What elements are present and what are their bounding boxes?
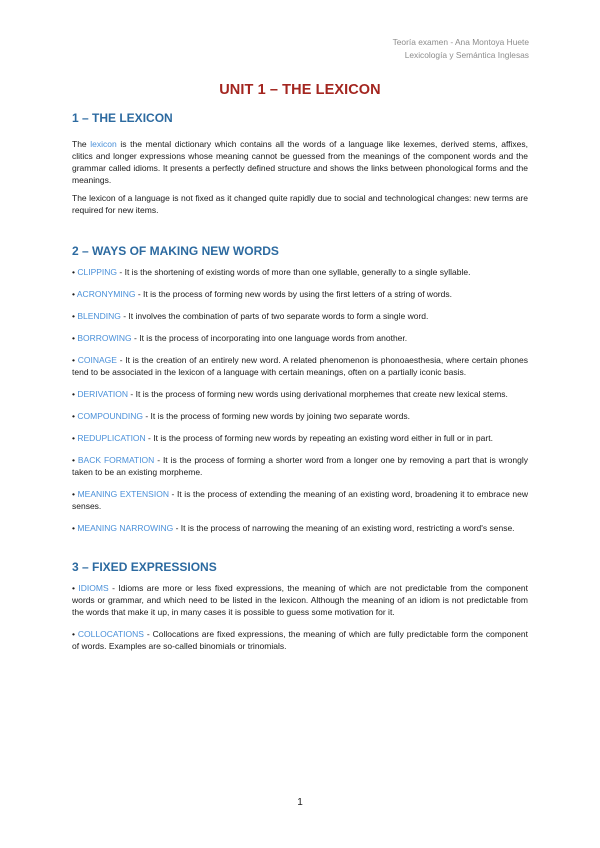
bullet-icon: • [72,629,75,639]
list-item [72,354,528,378]
bullet-icon: • [72,411,75,421]
new-words-list [72,266,528,534]
header-line-2: Lexicología y Semántica Inglesas [404,50,529,60]
list-item-term: COINAGE [77,355,117,365]
paragraph-lexicon-definition [72,138,528,186]
list-item-text: - It is the shortening of existing words of more than one syllable, generally to a single syllable. [117,267,471,277]
section-heading-fixed-expressions: 3 – FIXED EXPRESSIONS [72,560,217,574]
list-item [72,388,528,400]
list-item-term: REDUPLICATION [77,433,146,443]
list-item-term: COMPOUNDING [77,411,143,421]
section-heading-lexicon: 1 – THE LEXICON [72,111,173,125]
list-item [72,266,528,278]
list-item-text: - It is the process of forming new words by repeating an existing word either in full or in part. [145,433,493,443]
bullet-icon: • [72,523,75,533]
list-item-term: BORROWING [77,333,132,343]
list-item [72,454,528,478]
fixed-expressions-list [72,582,528,652]
running-header [393,36,529,62]
list-item-term: ACRONYMING [76,289,136,299]
bullet-icon: • [72,455,75,465]
list-item-term: MEANING EXTENSION [77,489,169,499]
list-item [72,432,528,444]
list-item-text: - Collocations are fixed expressions, the meaning of which are fully predictable form the component of words. Examples are so-called binomials or trinomials. [72,629,528,651]
list-item-term: DERIVATION [77,389,129,399]
page-number: 1 [297,797,303,808]
list-item [72,332,528,344]
list-item [72,310,528,322]
bullet-icon: • [72,289,75,299]
list-item [72,488,528,512]
paragraph-text: is the mental dictionary which contains all the words of a language like lexemes, derived stems, affixes, clitics and longer expressions whose meaning cannot be guessed from the meanings of the component words and the grammar called idioms. It presents a perfectly defined structure and shows the links between phonological forms and the meanings. [72,139,528,185]
bullet-icon: • [72,267,75,277]
list-item-term: BACK FORMATION [77,455,155,465]
page-title: UNIT 1 – THE LEXICON [219,82,381,98]
paragraph-lexicon-change: The lexicon of a language is not fixed as it changed quite rapidly due to social and technological changes: new terms are required for new items. [72,193,528,215]
list-item-text: - It is the process of forming a shorter word from a longer one by removing a part that is wrongly taken to be an existing morpheme. [72,455,528,477]
section-heading-new-words: 2 – WAYS OF MAKING NEW WORDS [72,244,279,258]
list-item-term: CLIPPING [77,267,118,277]
list-item-text: - It is the process of forming new words by using the first letters of a string of words. [135,289,452,299]
bullet-icon: • [72,311,75,321]
list-item-text: - Idioms are more or less fixed expressions, the meaning of which are not predictable from the component words or grammar, and which need to be listed in the lexicon. Although the meaning of an idiom is not predictable from the words that make it up, in many cases it is possible to guess some motivation for it. [72,583,528,617]
list-item-text: - It is the process of forming new words by joining two separate words. [143,411,410,421]
list-item-text: - It is the process of narrowing the meaning of an existing word, restricting a word's sense. [173,523,515,533]
list-item-text: - It is the process of forming new words using derivational morphemes that create new lexical stems. [128,389,508,399]
list-item-text: - It is the process of incorporating into one language words from another. [131,333,408,343]
bullet-icon: • [72,433,75,443]
list-item-term: COLLOCATIONS [77,629,144,639]
list-item-term: IDIOMS [78,583,109,593]
list-item [72,410,528,422]
bullet-icon: • [72,389,75,399]
list-item-term: BLENDING [77,311,121,321]
term-lexicon: lexicon [90,139,117,149]
bullet-icon: • [72,489,75,499]
bullet-icon: • [72,333,75,343]
list-item [72,522,528,534]
list-item-text: - It is the creation of an entirely new word. A related phenomenon is phonoaesthesia, where certain phones tend to be associated in the lexicon of a language with certain meanings, often on a partially iconic basis. [72,355,528,377]
list-item [72,582,528,618]
list-item [72,288,528,300]
paragraph-text: The [72,139,91,149]
bullet-icon: • [72,583,75,593]
list-item-term: MEANING NARROWING [77,523,174,533]
list-item-text: - It involves the combination of parts of two separate words to form a single word. [120,311,429,321]
header-line-1: Teoría examen - Ana Montoya Huete [392,37,529,47]
document-body [72,111,528,652]
list-item [72,628,528,652]
list-item-text: - It is the process of extending the meaning of an existing word, broadening it to embrace new senses. [72,489,528,511]
bullet-icon: • [72,355,75,365]
